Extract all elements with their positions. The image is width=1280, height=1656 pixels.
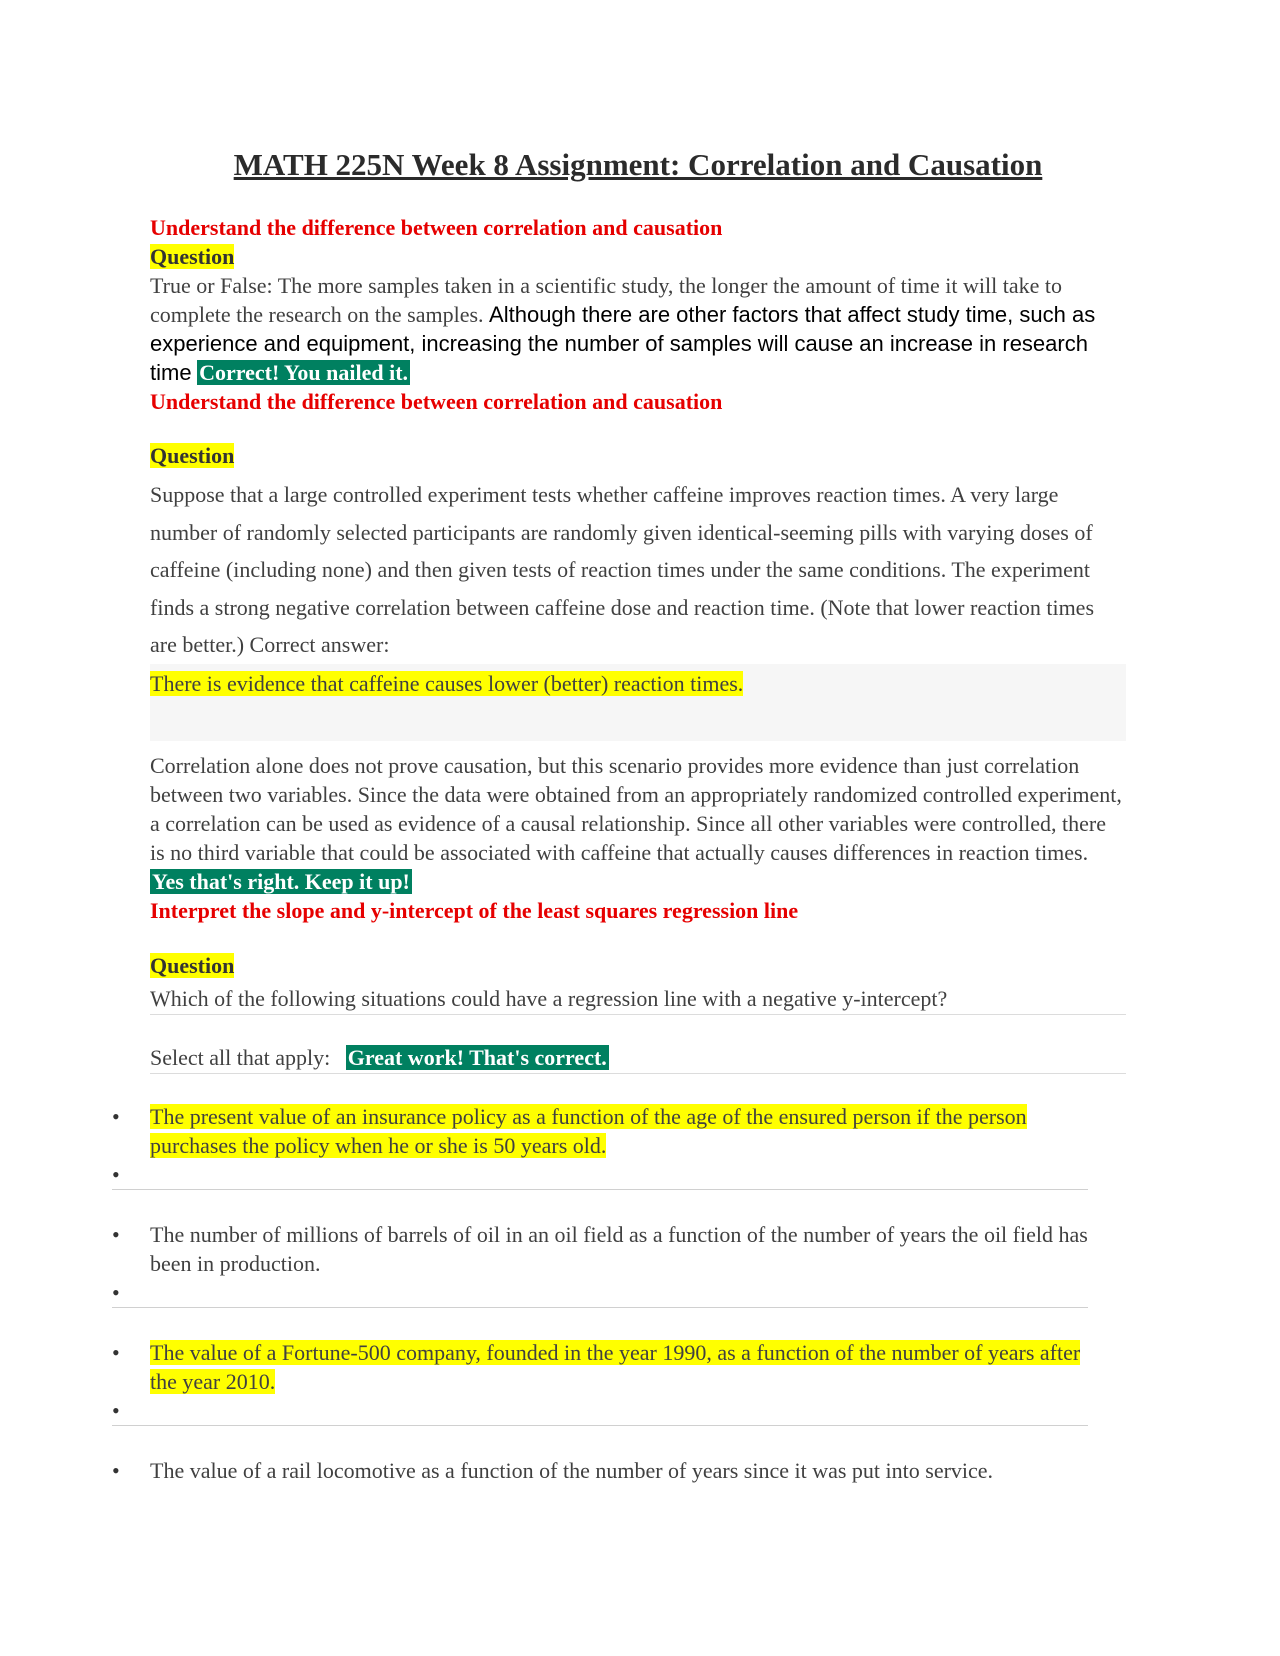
option-text: The number of millions of barrels of oil in an oil field as a function of the number of years the oil field has been in production. xyxy=(150,1221,1088,1276)
question-text: True or False: The more samples taken in a scientific study, the longer the amount of time it will take to complete the research on the samples. xyxy=(150,273,1062,328)
option-text: The value of a Fortune-500 company, founded in the year 1990, as a function of the number of years after the year 2010. xyxy=(150,1339,1081,1394)
option-text: The value of a rail locomotive as a function of the number of years since it was put into service. xyxy=(150,1457,994,1483)
question-label: Question xyxy=(150,244,235,270)
section-3 xyxy=(112,896,1126,1485)
correct-answer: There is evidence that caffeine causes lower (better) reaction times. xyxy=(150,670,744,696)
question-body xyxy=(150,271,1126,387)
bullet: • xyxy=(112,1339,120,1365)
question-text: Suppose that a large controlled experiment tests whether caffeine improves reaction times. A very large number of randomly selected participants are randomly given identical-seeming pills with varying doses of caffeine (including none) and then given tests of reaction times under the same conditions. The experiment finds a strong negative correlation between caffeine dose and reaction time. (Note that lower reaction times are better.) Correct answer: xyxy=(150,482,1095,658)
section-heading: Understand the difference between correlation and causation xyxy=(150,389,723,415)
explanation-text: Correlation alone does not prove causation, but this scenario provides more evidence than just correlation between two variables. Since the data were obtained from an appropriately randomized controlled experiment, a correlation can be used as evidence of a causal relationship. Since all other variables were controlled, there is no third variable that could be associated with caffeine that actually causes differences in reaction times. xyxy=(150,752,1122,865)
bullet: • xyxy=(112,1397,120,1423)
option-divider xyxy=(112,1189,1088,1190)
section-2 xyxy=(150,387,1126,896)
document-page xyxy=(112,145,1126,1485)
feedback-badge: Great work! That's correct. xyxy=(347,1044,607,1070)
section-heading: Understand the difference between correlation and causation xyxy=(150,215,723,241)
option-text: The present value of an insurance policy as a function of the age of the ensured person if the person purchases the policy when he or she is 50 years old. xyxy=(150,1103,1027,1158)
option-item[interactable] xyxy=(112,1220,1088,1308)
explanation xyxy=(150,751,1126,896)
option-divider xyxy=(112,1425,1088,1426)
bullet: • xyxy=(112,1279,120,1305)
answer-options xyxy=(112,1102,1088,1485)
option-item[interactable] xyxy=(112,1338,1088,1426)
section-heading: Interpret the slope and y-intercept of the least squares regression line xyxy=(150,897,799,923)
option-item[interactable] xyxy=(112,1456,1088,1485)
feedback-badge: Yes that's right. Keep it up! xyxy=(152,868,410,894)
correct-answer-box xyxy=(150,664,1126,741)
question-label: Question xyxy=(150,952,235,978)
page-title: MATH 225N Week 8 Assignment: Correlation and Causation xyxy=(233,147,1043,182)
option-divider xyxy=(112,1307,1088,1308)
select-label: Select all that apply: xyxy=(150,1044,331,1070)
bullet: • xyxy=(112,1103,120,1129)
question-text: Which of the following situations could have a regression line with a negative y-intercept? xyxy=(150,984,1126,1015)
question-label: Question xyxy=(150,443,235,469)
option-item[interactable] xyxy=(112,1102,1088,1190)
bullet: • xyxy=(112,1457,120,1483)
bullet: • xyxy=(112,1161,120,1187)
bullet: • xyxy=(112,1221,120,1247)
section-1 xyxy=(150,213,1126,387)
feedback-badge: Correct! You nailed it. xyxy=(199,360,409,386)
answer-text: Although there are other factors that affect study time, such as experience and equipment, increasing the number of samples will cause an increase in research time xyxy=(150,302,1096,386)
select-all-row xyxy=(150,1043,1126,1074)
